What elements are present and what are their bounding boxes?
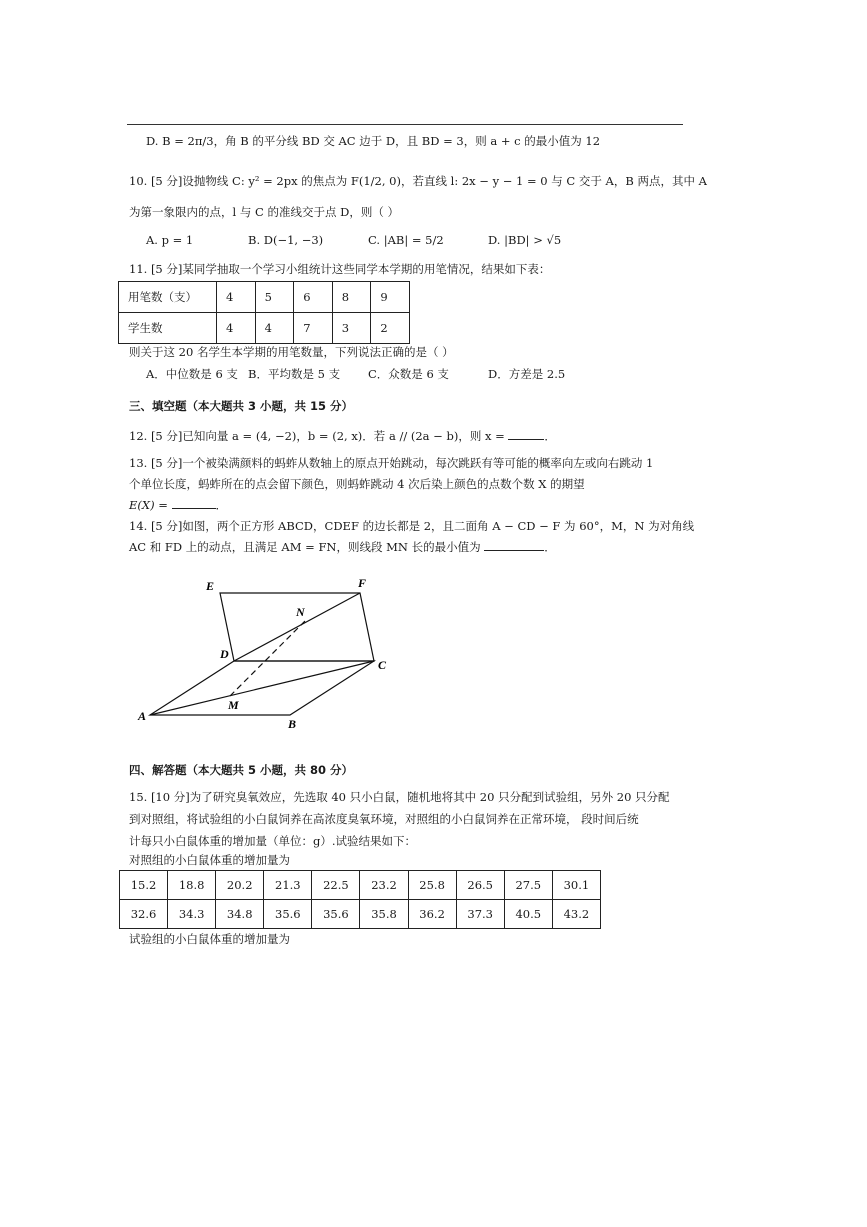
q11-after: 则关于这 20 名学生本学期的用笔数量，下列说法正确的是（ ）	[129, 345, 454, 359]
label-n: N	[296, 605, 305, 619]
answer-blank	[508, 439, 544, 440]
table-cell: 22.5	[312, 871, 360, 900]
q14-line2: AC 和 FD 上的动点，且满足 AM = FN，则线段 MN 长的最小值为 ．	[129, 540, 556, 554]
table-cell: 26.5	[456, 871, 504, 900]
q13-expect: E(X) =	[129, 498, 168, 512]
table-cell: 43.2	[552, 900, 600, 929]
table-cell: 用笔数（支）	[119, 282, 217, 313]
q11-option-a: A．中位数是 6 支	[146, 367, 238, 381]
q11-option-d: D．方差是 2.5	[488, 367, 566, 381]
q14-text: AC 和 FD 上的动点，且满足 AM = FN，则线段 MN 长的最小值为	[129, 540, 481, 554]
table-cell: 15.2	[120, 871, 168, 900]
table-cell: 35.6	[264, 900, 312, 929]
q13-line2: 个单位长度，蚂蚱所在的点会留下颜色，则蚂蚱跳动 4 次后染上颜色的点数个数 X 的期望	[129, 477, 585, 491]
q15-line2: 到对照组，将试验组的小白鼠饲养在高浓度臭氧环境，对照组的小白鼠饲养在正常环境， 段时间后统	[129, 812, 639, 826]
table-cell: 34.3	[168, 900, 216, 929]
table-cell: 4	[217, 313, 256, 344]
q12-stem: 12. [5 分]已知向量 a = (4, −2)，b = (2, x)．若 a // (2a − b)，则 x = ．	[129, 429, 556, 443]
table-cell: 21.3	[264, 871, 312, 900]
label-b: B	[288, 717, 297, 731]
label-c: C	[378, 658, 387, 672]
diagonal-ac	[150, 661, 374, 715]
q10-option-d: D. |BD| > √5	[488, 233, 562, 247]
q10-option-a: A. p = 1	[146, 233, 194, 247]
table-cell: 30.1	[552, 871, 600, 900]
table-cell: 40.5	[504, 900, 552, 929]
table-cell: 3	[332, 313, 371, 344]
q11-option-b: B．平均数是 5 支	[248, 367, 341, 381]
q10-option-b: B. D(−1, −3)	[248, 233, 324, 247]
table-cell: 2	[371, 313, 410, 344]
table-cell: 9	[371, 282, 410, 313]
table-cell: 8	[332, 282, 371, 313]
answer-blank	[484, 550, 544, 551]
q10-stem-line2: 为第一象限内的点，l 与 C 的准线交于点 D，则（ ）	[129, 205, 399, 219]
q10-option-c: C. |AB| = 5/2	[368, 233, 444, 247]
q15-line3: 计每只小白鼠体重的增加量（单位：g）.试验结果如下：	[129, 834, 417, 848]
q15-control-table	[119, 870, 601, 929]
label-e: E	[206, 579, 215, 593]
table-cell: 23.2	[360, 871, 408, 900]
table-cell: 37.3	[456, 900, 504, 929]
table-row	[120, 871, 601, 900]
table-cell: 18.8	[168, 871, 216, 900]
q9-option-d: D. B = 2π/3，角 B 的平分线 BD 交 AC 边于 D，且 BD = 3，则 a + c 的最小值为 12	[146, 134, 601, 148]
table-cell: 7	[294, 313, 333, 344]
table-row	[119, 313, 410, 344]
table-cell: 4	[255, 313, 294, 344]
label-f: F	[358, 576, 367, 590]
table-cell: 35.8	[360, 900, 408, 929]
q12-text: 12. [5 分]已知向量 a = (4, −2)，b = (2, x)．若 a // (2a − b)，则 x =	[129, 429, 505, 443]
section-3-heading: 三、填空题（本大题共 3 小题，共 15 分）	[129, 399, 354, 413]
table-cell: 4	[217, 282, 256, 313]
top-rule	[127, 124, 683, 125]
geometry-figure	[130, 570, 400, 735]
diagonal-fd	[234, 593, 360, 661]
section-4-heading: 四、解答题（本大题共 5 小题，共 80 分）	[129, 763, 354, 777]
table-cell: 学生数	[119, 313, 217, 344]
table-cell: 25.8	[408, 871, 456, 900]
q11-stem: 11. [5 分]某同学抽取一个学习小组统计这些同学本学期的用笔情况，结果如下表：	[129, 262, 551, 276]
table-cell: 27.5	[504, 871, 552, 900]
q15-control-label: 对照组的小白鼠体重的增加量为	[129, 853, 290, 867]
label-m: M	[228, 698, 239, 712]
label-a: A	[138, 709, 147, 723]
table-cell: 36.2	[408, 900, 456, 929]
table-cell: 5	[255, 282, 294, 313]
table-cell: 35.6	[312, 900, 360, 929]
table-cell: 34.8	[216, 900, 264, 929]
q10-stem-line1: 10. [5 分]设抛物线 C: y² = 2px 的焦点为 F(1/2, 0)，若直线 l: 2x − y − 1 = 0 与 C 交于 A，B 两点，其中 A	[129, 174, 707, 188]
q14-line1: 14. [5 分]如图，两个正方形 ABCD，CDEF 的边长都是 2，且二面角 A − CD − F 为 60°，M，N 为对角线	[129, 519, 695, 533]
label-d: D	[220, 647, 229, 661]
q13-line3: E(X) = ．	[129, 498, 228, 512]
table-cell: 32.6	[120, 900, 168, 929]
q11-option-c: C．众数是 6 支	[368, 367, 449, 381]
table-cell: 20.2	[216, 871, 264, 900]
table-cell: 6	[294, 282, 333, 313]
table-row	[119, 282, 410, 313]
q13-line1: 13. [5 分]一个被染满颜料的蚂蚱从数轴上的原点开始跳动，每次跳跃有等可能的概率向左或向右跳动 1	[129, 456, 654, 470]
answer-blank	[172, 508, 216, 509]
q11-table	[118, 281, 410, 344]
segment-mn	[230, 620, 306, 696]
q15-experiment-label: 试验组的小白鼠体重的增加量为	[129, 932, 290, 946]
table-row	[120, 900, 601, 929]
q15-line1: 15. [10 分]为了研究臭氧效应，先选取 40 只小白鼠，随机地将其中 20 只分配到试验组，另外 20 只分配	[129, 790, 670, 804]
